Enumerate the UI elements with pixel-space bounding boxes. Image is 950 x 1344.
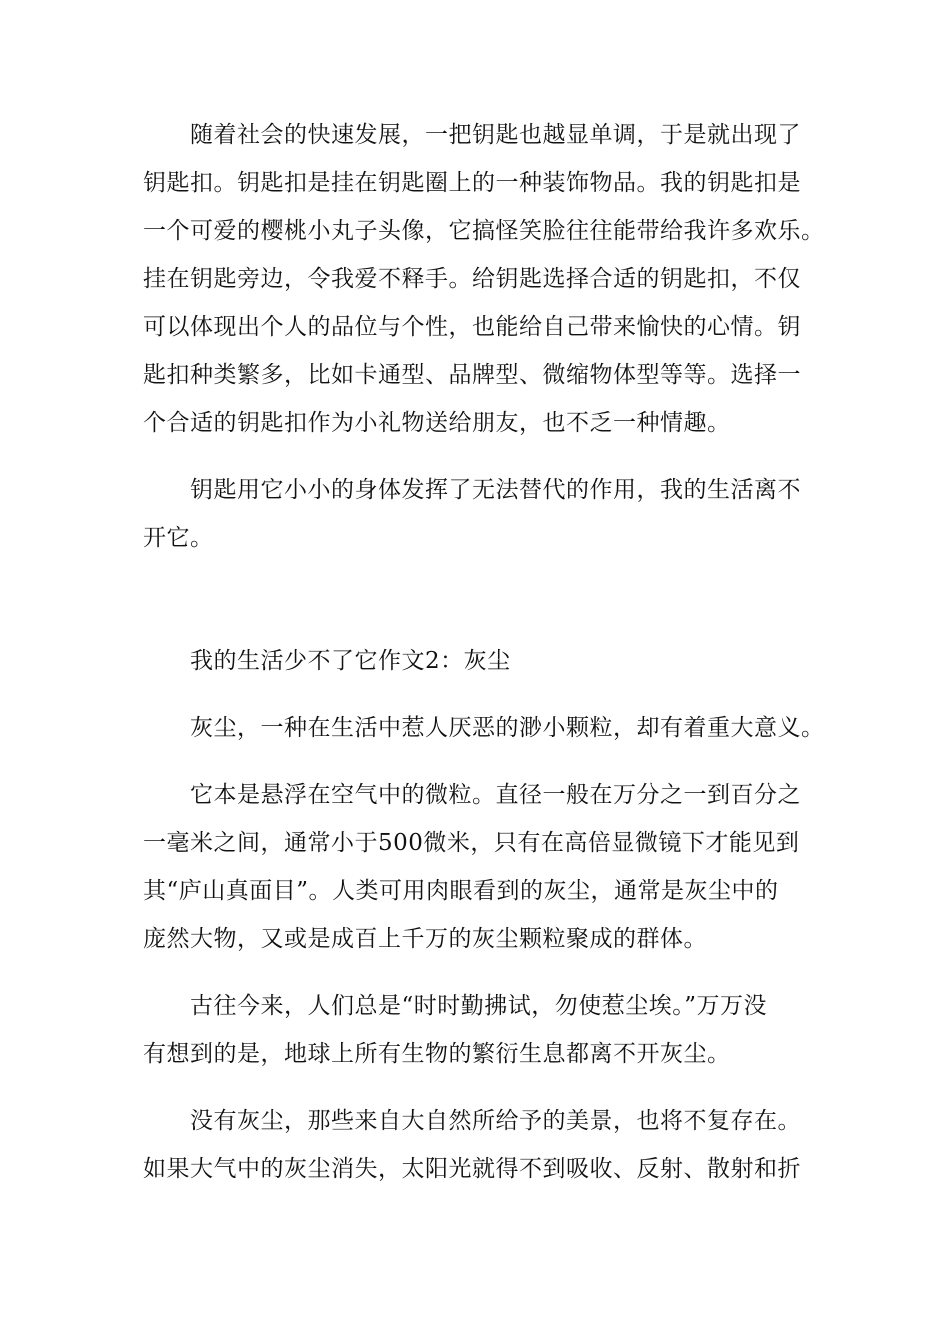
paragraph-line: 没有灰尘，那些来自大自然所给予的美景，也将不复存在。 (190, 1108, 801, 1134)
paragraph-line: 古往今来，人们总是“时时勤拂试，勿使惹尘埃。”万万没 (190, 993, 768, 1019)
paragraph-line: 挂在钥匙旁边，令我爱不释手。给钥匙选择合适的钥匙扣，不仅 (143, 266, 801, 292)
paragraph-line: 个合适的钥匙扣作为小礼物送给朋友，也不乏一种情趣。 (143, 410, 731, 436)
paragraph-line: 如果大气中的灰尘消失，太阳光就得不到吸收、反射、散射和折 (143, 1156, 801, 1182)
paragraph-line: 可以体现出个人的品位与个性，也能给自己带来愉快的心情。钥 (143, 314, 801, 340)
paragraph-line: 其“庐山真面目”。人类可用肉眼看到的灰尘，通常是灰尘中的 (143, 878, 779, 904)
paragraph-line: 开它。 (143, 525, 214, 551)
paragraph-line: 钥匙扣。钥匙扣是挂在钥匙圈上的一种装饰物品。我的钥匙扣是 (143, 170, 801, 196)
paragraph-line: 钥匙用它小小的身体发挥了无法替代的作用，我的生活离不 (190, 477, 801, 503)
paragraph-line: 它本是悬浮在空气中的微粒。直径一般在万分之一到百分之 (190, 782, 801, 808)
paragraph-line: 随着社会的快速发展，一把钥匙也越显单调，于是就出现了 (190, 122, 801, 148)
paragraph-line: 有想到的是，地球上所有生物的繁衍生息都离不开灰尘。 (143, 1041, 731, 1067)
section-heading: 我的生活少不了它作文2：灰尘 (190, 648, 511, 674)
paragraph-line: 一毫米之间，通常小于500微米，只有在高倍显微镜下才能见到 (143, 830, 800, 856)
paragraph-line: 匙扣种类繁多，比如卡通型、品牌型、微缩物体型等等。选择一 (143, 362, 801, 388)
paragraph-line: 庞然大物，又或是成百上千万的灰尘颗粒聚成的群体。 (143, 926, 707, 952)
paragraph-line: 灰尘，一种在生活中惹人厌恶的渺小颗粒，却有着重大意义。 (190, 715, 825, 741)
paragraph-line: 一个可爱的樱桃小丸子头像，它搞怪笑脸往往能带给我许多欢乐。 (143, 218, 825, 244)
